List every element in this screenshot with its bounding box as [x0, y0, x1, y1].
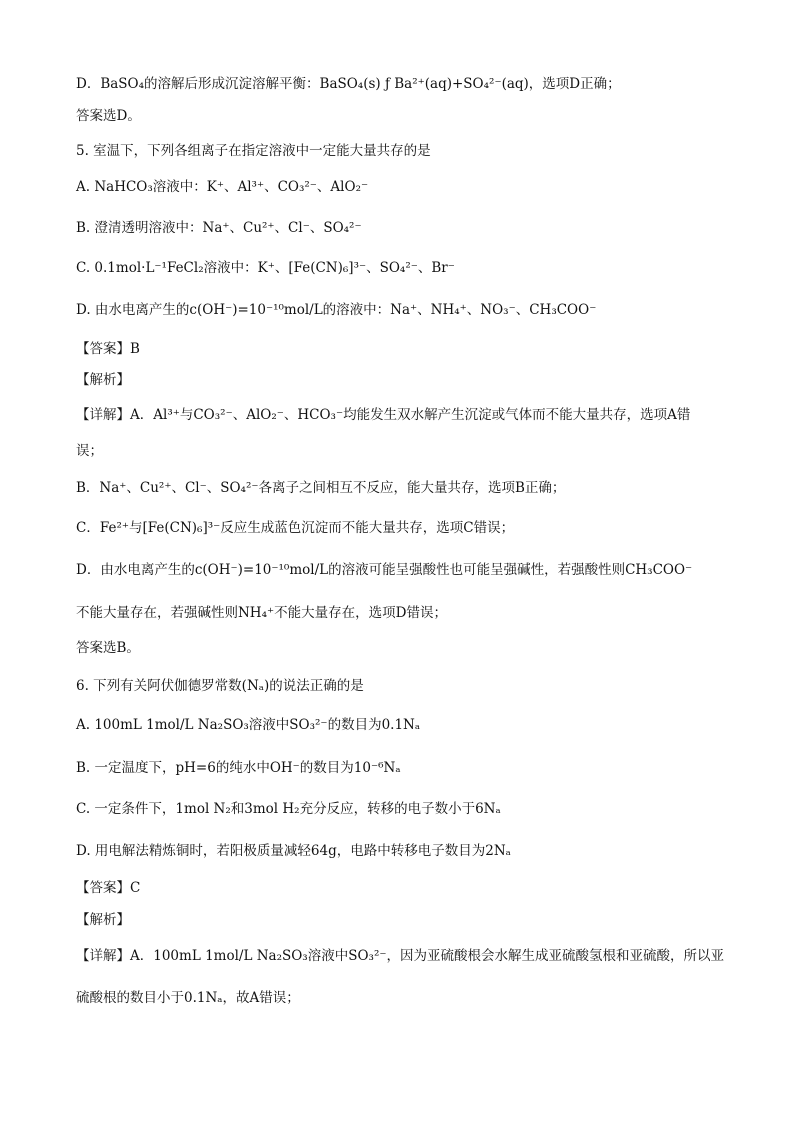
analysis-label: 【解析】: [76, 912, 130, 928]
explanation-line: 答案选B。: [76, 640, 140, 656]
answer-label: 【答案】B: [76, 341, 140, 357]
explanation-line: C．Fe²⁺与[Fe(CN)₆]³⁻反应生成蓝色沉淀而不能大量共存，选项C错误；: [76, 520, 515, 536]
analysis-label: 【解析】: [76, 372, 130, 388]
option-b: B. 一定温度下，pH=6的纯水中OH⁻的数目为10⁻⁶Nₐ: [76, 760, 401, 776]
answer-label: 【答案】C: [76, 880, 141, 896]
explanation-line: 【详解】A．Al³⁺与CO₃²⁻、AlO₂⁻、HCO₃⁻均能发生双水解产生沉淀或气体而不能大量共存，选项A错: [76, 407, 691, 423]
explanation-line: 硫酸根的数目小于0.1Nₐ，故A错误；: [76, 990, 300, 1006]
option-d: D. 由水电离产生的c(OH⁻)=10⁻¹⁰mol/L的溶液中：Na⁺、NH₄⁺、NO₃⁻、CH₃COO⁻: [76, 302, 597, 318]
explanation-line: 不能大量存在，若强碱性则NH₄⁺不能大量存在，选项D错误；: [76, 605, 447, 621]
option-a: A. 100mL 1mol/L Na₂SO₃溶液中SO₃²⁻的数目为0.1Nₐ: [76, 717, 421, 733]
option-c: C. 0.1mol·L⁻¹FeCl₂溶液中：K⁺、[Fe(CN)₆]³⁻、SO₄²⁻、Br⁻: [76, 260, 455, 276]
option-c: C. 一定条件下，1mol N₂和3mol H₂充分反应，转移的电子数小于6Nₐ: [76, 801, 501, 817]
text-line: D．BaSO₄的溶解后形成沉淀溶解平衡：BaSO₄(s) ƒ Ba²⁺(aq)+SO₄²⁻(aq)，选项D正确；: [76, 76, 621, 92]
explanation-line: B．Na⁺、Cu²⁺、Cl⁻、SO₄²⁻各离子之间相互不反应，能大量共存，选项B正确；: [76, 480, 566, 496]
text-line: 答案选D。: [76, 108, 141, 124]
question-5-stem: 5. 室温下，下列各组离子在指定溶液中一定能大量共存的是: [76, 143, 431, 159]
explanation-line: 【详解】A．100mL 1mol/L Na₂SO₃溶液中SO₃²⁻，因为亚硫酸根会水解生成亚硫酸氢根和亚硫酸，所以亚: [76, 948, 724, 964]
option-b: B. 澄清透明溶液中：Na⁺、Cu²⁺、Cl⁻、SO₄²⁻: [76, 220, 362, 236]
explanation-line: 误；: [76, 443, 103, 459]
explanation-line: D．由水电离产生的c(OH⁻)=10⁻¹⁰mol/L的溶液可能呈强酸性也可能呈强碱性，若强酸性则CH₃COO⁻: [76, 562, 693, 578]
question-6-stem: 6. 下列有关阿伏伽德罗常数(Nₐ)的说法正确的是: [76, 678, 364, 694]
option-a: A. NaHCO₃溶液中：K⁺、Al³⁺、CO₃²⁻、AlO₂⁻: [76, 179, 369, 195]
option-d: D. 用电解法精炼铜时，若阳极质量减轻64g，电路中转移电子数目为2Nₐ: [76, 843, 511, 859]
